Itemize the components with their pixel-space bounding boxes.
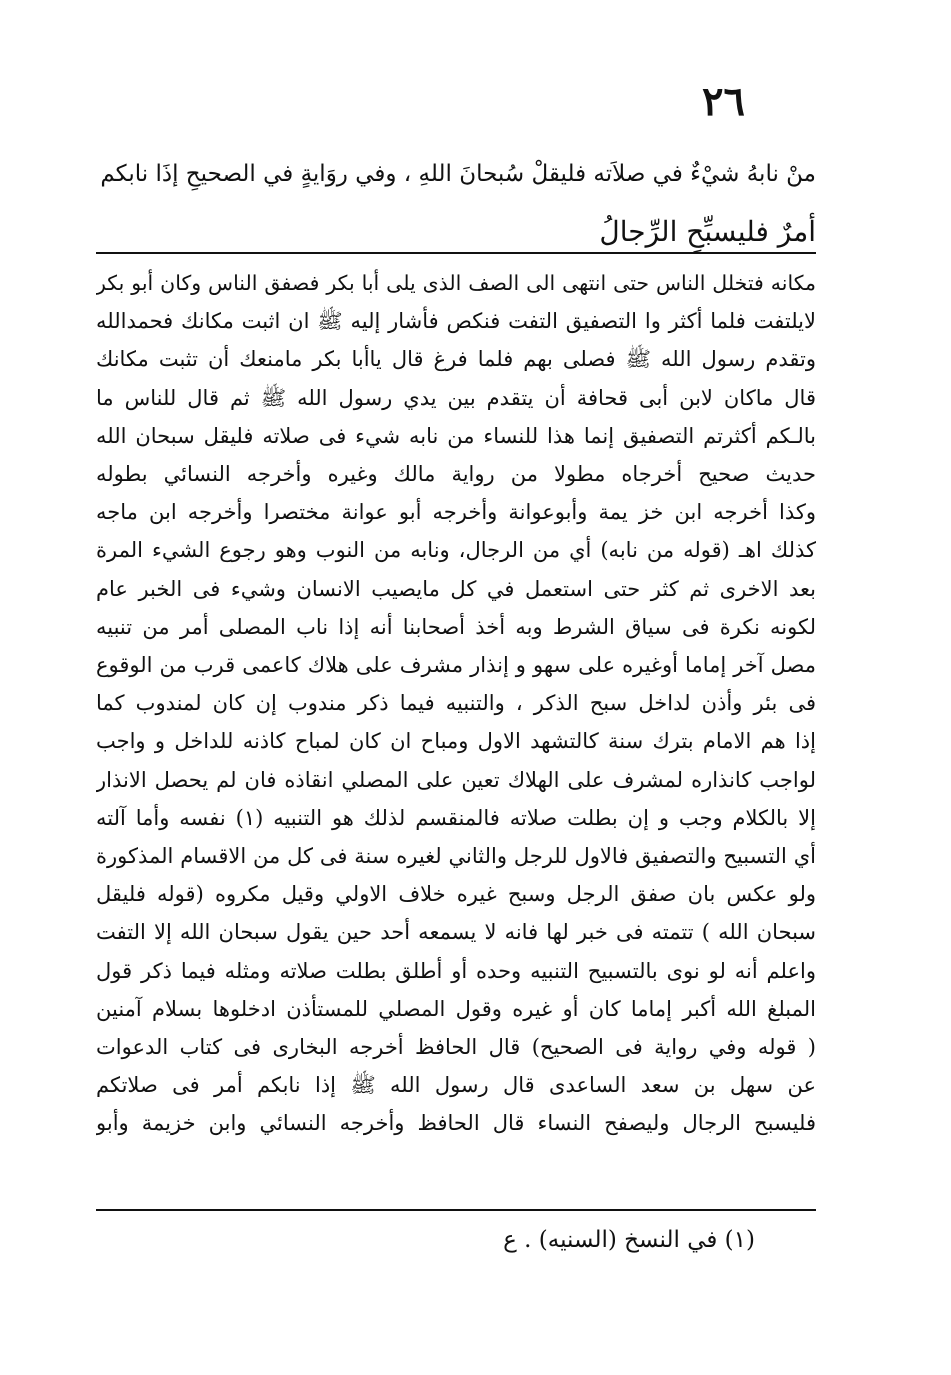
commentary-line: سبحان الله ) تتمته فى خبر لها فانه لا يسمعه أحد حين يقول سبحان الله إلا التفت	[96, 920, 816, 945]
header-divider	[96, 252, 816, 254]
commentary-line: لواجب كانذاره لمشرف على الهلاك تعين على المصلي انقاذه فان لم يحصل الانذار	[96, 767, 816, 792]
commentary-line: قال ماكان لابن أبى قحافة أن يتقدم بين يدي رسول الله ﷺ ثم قال للناس ما	[96, 385, 816, 410]
commentary-line: كذلك اهـ (قوله من نابه) أي من الرجال، ونابه من النوب وهو رجوع الشيء المرة	[96, 538, 816, 563]
page-number: ٢٦	[702, 78, 745, 125]
commentary-line: فى بئر وأذن لداخل سبح الذكر ، والتنبيه فيما ذكر مندوب إن كان لمندوب كما	[96, 691, 816, 716]
commentary-line: وتقدم رسول الله ﷺ فصلى بهم فلما فرغ قال ياأبا بكر مامنعك أن تثبت مكانك	[96, 347, 816, 372]
commentary-text	[96, 264, 816, 1143]
commentary-line: حديث صحيح أخرجاه مطولا من رواية مالك وغيره وأخرجه النسائي بطوله	[96, 462, 816, 487]
commentary-line: أي التسبيح والتصفيق فالاول للرجل والثاني لغيره سنة فى كل من الاقسام المذكورة	[96, 844, 816, 869]
commentary-line: مصل آخر إماما أوغيره على سهو و إنذار مشرف على هلاك كاعمى قرب من الوقوع	[96, 653, 816, 678]
commentary-line: عن سهل بن سعد الساعدى قال رسول الله ﷺ إذا نابكم أمر فى صلاتكم	[96, 1073, 816, 1098]
commentary-line: لايلتفت فلما أكثر وا التصفيق التفت فنكص فأشار إليه ﷺ ان اثبت مكانك فحمدالله	[96, 309, 816, 334]
commentary-line: ( قوله وفي رواية فى الصحيح) قال الحافظ أخرجه البخارى فى كتاب الدعوات	[96, 1035, 816, 1060]
commentary-line: واعلم أنه لو نوى بالتسبيح التنبيه وحده أو أطلق بطلت صلاته ومثله فيما ذكر قول	[96, 958, 816, 983]
commentary-line: إلا بالكلام وجب و إن بطلت صلاته فالمنقسم لذلك هو التنبيه (١) نفسه وأما آلته	[96, 805, 816, 830]
commentary-line: فليسبح الرجال وليصفح النساء قال الحافظ وأخرجه النسائي وابن خزيمة وأبو	[96, 1111, 816, 1136]
footnote: (١) في النسخ (السنيه) . ع	[503, 1227, 755, 1253]
hadith-line: أمرٌ فليسبِّحِ الرِّجالُ	[599, 215, 816, 248]
commentary-line: إذا هم الامام بترك سنة كالتشهد الاول ومباح ان كان لمباح كاذنه للداخل و واجب	[96, 729, 816, 754]
commentary-line: بعد الاخرى ثم كثر حتى استعمل في كل مايصيب الانسان وشيء فى الخبر عام	[96, 576, 816, 601]
hadith-text	[96, 145, 816, 261]
commentary-line: بالـكم أكثرتم التصفيق إنما هذا للنساء من نابه شيء فى صلاته فليقل سبحان الله	[96, 423, 816, 448]
commentary-line: ولو عكس بان صفق الرجل وسبح غيره خلاف الاولي وقيل مكروه (قوله فليقل	[96, 882, 816, 907]
commentary-line: المبلغ الله أكبر إماما كان أو غيره وقول المصلي للمستأذن ادخلوها بسلام آمنين	[96, 996, 816, 1021]
commentary-line: مكانه فتخلل الناس حتى انتهى الى الصف الذى يلى أبا بكر فصفق الناس وكان أبو بكر	[96, 271, 816, 295]
hadith-line: منْ نابهُ شيْءٌ في صلاَته فليقلْ سُبحانَ اللهِ ، وفي روَايةٍ في الصحيحِ إذَا نابكم	[100, 161, 816, 187]
footnote-divider	[96, 1209, 816, 1211]
commentary-line: لكونه نكرة فى سياق الشرط وبه أخذ أصحابنا أنه إذا ناب المصلى أمر من تنبيه	[96, 614, 816, 639]
commentary-line: وكذا أخرجه ابن خز يمة وأبوعوانة وأخرجه أبو عوانة مختصرا وأخرجه ابن ماجه	[96, 500, 816, 525]
